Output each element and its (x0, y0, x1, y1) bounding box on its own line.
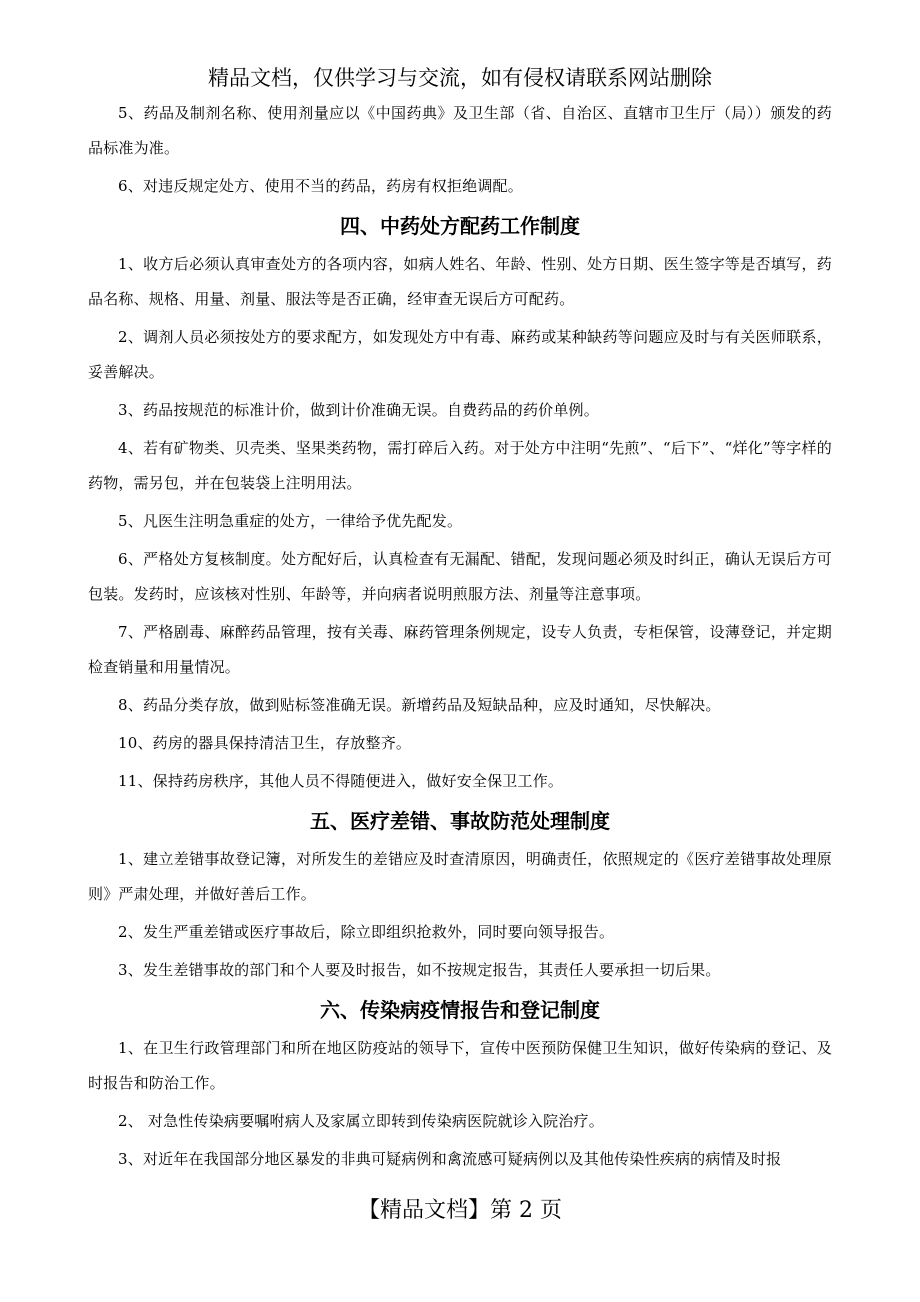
paragraph: 6、严格处方复核制度。处方配好后，认真检查有无漏配、错配，发现问题必须及时纠正，确认无误后方可包装。发药时，应该核对性别、年龄等，并向病者说明煎服方法、剂量等注意事项。 (88, 550, 832, 603)
paragraph: 6、对违反规定处方、使用不当的药品，药房有权拒绝调配。 (118, 177, 523, 195)
paragraph: 3、药品按规范的标准计价，做到计价准确无误。自费药品的药价单例。 (118, 401, 599, 419)
paragraph: 3、对近年在我国部分地区暴发的非典可疑病例和禽流感可疑病例以及其他传染性疾病的病情及时报 (118, 1150, 782, 1168)
paragraph: 10、药房的器具保持清洁卫生，存放整齐。 (118, 734, 412, 752)
watermark-header: 精品文档，仅供学习与交流，如有侵权请联系网站删除 (208, 66, 712, 90)
paragraph: 3、发生差错事故的部门和个人要及时报告，如不按规定报告，其责任人要承担一切后果。 (118, 961, 721, 979)
document-body (88, 96, 832, 1180)
paragraph: 2、调剂人员必须按处方的要求配方，如发现处方中有毒、麻药或某种缺药等问题应及时与有关医师联系，妥善解决。 (88, 328, 832, 381)
paragraph: 5、药品及制剂名称、使用剂量应以《中国药典》及卫生部（省、自治区、直辖市卫生厅（局））颁发的药品标准为准。 (88, 104, 832, 157)
section-heading: 四、中药处方配药工作制度 (340, 214, 580, 238)
paragraph: 7、严格剧毒、麻醉药品管理，按有关毒、麻药管理条例规定，设专人负责，专柜保管，设薄登记，并定期检查销量和用量情况。 (88, 623, 832, 676)
paragraph: 4、若有矿物类、贝壳类、坚果类药物，需打碎后入药。对于处方中注明“先煎”、“后下”、“烊化”等字样的药物，需另包，并在包装袋上注明用法。 (88, 439, 832, 492)
paragraph: 8、药品分类存放，做到贴标签准确无误。新增药品及短缺品种，应及时通知，尽快解决。 (118, 696, 721, 714)
paragraph: 11、保持药房秩序，其他人员不得随便进入，做好安全保卫工作。 (118, 772, 564, 790)
paragraph: 2、发生严重差错或医疗事故后，除立即组织抢救外，同时要向领导报告。 (118, 923, 615, 941)
paragraph: 1、收方后必须认真审查处方的各项内容，如病人姓名、年龄、性别、处方日期、医生签字等是否填写，药品名称、规格、用量、剂量、服法等是否正确，经审查无误后方可配药。 (88, 255, 832, 308)
paragraph: 1、在卫生行政管理部门和所在地区防疫站的领导下，宣传中医预防保健卫生知识，做好传染病的登记、及时报告和防治工作。 (88, 1039, 832, 1092)
section-heading: 六、传染病疫情报告和登记制度 (320, 998, 600, 1022)
section-heading: 五、医疗差错、事故防范处理制度 (310, 809, 610, 833)
paragraph: 5、凡医生注明急重症的处方，一律给予优先配发。 (118, 512, 463, 530)
paragraph: 2、 对急性传染病要嘱咐病人及家属立即转到传染病医院就诊入院治疗。 (118, 1112, 604, 1130)
paragraph: 1、建立差错事故登记簿，对所发生的差错应及时查清原因，明确责任，依照规定的《医疗差错事故处理原则》严肃处理，并做好善后工作。 (88, 850, 832, 903)
page-footer: 【精品文档】第 2 页 (358, 1198, 562, 1223)
